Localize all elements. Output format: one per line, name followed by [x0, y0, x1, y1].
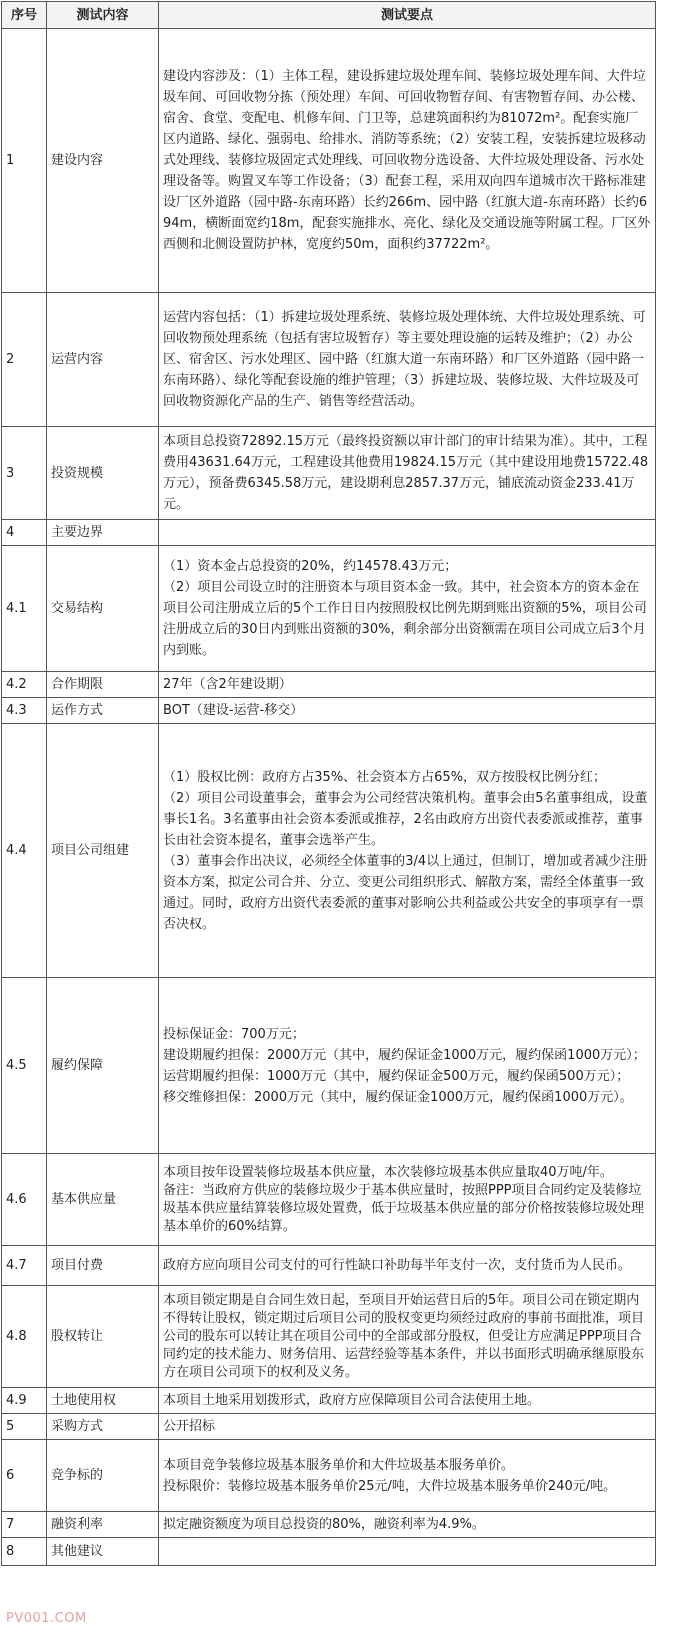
detail-paragraph: 拟定融资额度为项目总投资的80%，融资利率为4.9%。	[163, 1517, 485, 1532]
row-details	[159, 427, 656, 520]
table-row	[2, 520, 656, 546]
row-number: 4.3	[2, 698, 47, 724]
detail-paragraph: （2）项目公司设立时的注册资本与项目资本金一致。其中，社会资本方的资本金在项目公司注册成立后的5个工作日日内按照股权比例先期到账出资额的5%，项目公司注册成立后的30日内到账出资额的30%，剩余部分出资额需在项目公司成立后3个月内到账。	[163, 580, 647, 658]
detail-paragraph: 本项目锁定期是自合同生效日起，至项目开始运营日后的5年。项目公司在锁定期内不得转让股权，锁定期过后项目公司的股权变更均须经过政府的事前书面批准，项目公司的股东可以转让其在项目公司中的全部或部分股权，但受让方应满足PPP项目合同约定的技术能力、财务信用、运营经验等基本条件，并以书面形式明确承继原股东方在项目公司项下的权利及义务。	[163, 1292, 645, 1380]
table-row	[2, 1388, 656, 1414]
detail-paragraph: （3）董事会作出决议，必须经全体董事的3/4以上通过，但制订，增加或者减少注册资本方案，拟定公司合并、分立、变更公司组织形式、解散方案，需经全体董事一致通过。同时，政府方出资代表委派的董事对影响公共利益或公共安全的事项享有一票否决权。	[163, 853, 648, 932]
detail-paragraph: （1）股权比例：政府方占35%、社会资本方占65%，双方按股权比例分红；	[163, 769, 607, 785]
row-details	[159, 978, 656, 1154]
row-number: 4.2	[2, 672, 47, 698]
row-label: 项目公司组建	[47, 724, 159, 978]
header-points: 测试要点	[159, 2, 656, 29]
row-details	[159, 672, 656, 698]
row-details	[159, 29, 656, 293]
row-label: 项目付费	[47, 1246, 159, 1286]
detail-paragraph: 本项目竞争装修垃圾基本服务单价和大件垃圾基本服务单价。	[163, 1457, 515, 1473]
row-number: 5	[2, 1414, 47, 1440]
detail-paragraph: （1）资本金占总投资的20%，约14578.43万元；	[163, 559, 458, 574]
ppp-project-table	[1, 1, 656, 1566]
detail-paragraph: 投标限价：装修垃圾基本服务单价25元/吨，大件垃圾基本服务单价240元/吨。	[163, 1478, 617, 1494]
row-details	[159, 1512, 656, 1538]
row-number: 4.5	[2, 978, 47, 1154]
detail-paragraph: BOT（建设-运营-移交）	[163, 703, 304, 718]
table-row	[2, 546, 656, 672]
row-label: 采购方式	[47, 1414, 159, 1440]
row-label: 合作期限	[47, 672, 159, 698]
row-label: 土地使用权	[47, 1388, 159, 1414]
table-row	[2, 1154, 656, 1246]
table-row	[2, 698, 656, 724]
detail-paragraph: 27年（含2年建设期）	[163, 677, 292, 692]
row-label: 投资规模	[47, 427, 159, 520]
table-row	[2, 672, 656, 698]
row-details	[159, 698, 656, 724]
header-content: 测试内容	[47, 2, 159, 29]
detail-paragraph: 投标保证金：700万元；	[163, 1026, 305, 1042]
detail-paragraph: 本项目按年设置装修垃圾基本供应量，本次装修垃圾基本供应量取40万吨/年。	[163, 1164, 613, 1180]
row-details	[159, 1388, 656, 1414]
detail-paragraph: 移交维修担保：2000万元（其中，履约保证金1000万元，履约保函1000万元）。	[163, 1089, 633, 1105]
detail-paragraph: （2）项目公司设董事会，董事会为公司经营决策机构。董事会由5名董事组成，设董事长1名。3名董事由社会资本委派或推荐，2名由政府方出资代表委派或推荐，董事长由社会资本提名，董事会选举产生。	[163, 790, 648, 848]
row-number: 7	[2, 1512, 47, 1538]
row-label: 履约保障	[47, 978, 159, 1154]
row-label: 建设内容	[47, 29, 159, 293]
row-details	[159, 1286, 656, 1388]
table-row	[2, 978, 656, 1154]
row-number: 6	[2, 1440, 47, 1512]
table-row	[2, 724, 656, 978]
row-details	[159, 546, 656, 672]
detail-paragraph: 运营内容包括：（1）拆建垃圾处理系统、装修垃圾处理体统、大件垃圾处理系统、可回收物预处理系统（包括有害垃圾暂存）等主要处理设施的运转及维护；（2）办公区、宿舍区、污水处理区、园中路（红旗大道一东南环路）和厂区外道路（园中路一东南环路）、绿化等配套设施的维护管理；（3）拆建垃圾、装修垃圾、大件垃圾及可回收物资源化产品的生产、销售等经营活动。	[163, 310, 646, 409]
row-details	[159, 1154, 656, 1246]
row-number: 4.4	[2, 724, 47, 978]
detail-paragraph: 本项目土地采用划拨形式，政府方应保障项目公司合法使用土地。	[163, 1393, 541, 1408]
detail-paragraph: 政府方应向项目公司支付的可行性缺口补助每半年支付一次，支付货币为人民币。	[163, 1257, 632, 1273]
row-label: 竞争标的	[47, 1440, 159, 1512]
row-label: 运作方式	[47, 698, 159, 724]
row-number: 4.7	[2, 1246, 47, 1286]
row-number: 4.1	[2, 546, 47, 672]
row-number: 4.6	[2, 1154, 47, 1246]
row-number: 8	[2, 1538, 47, 1566]
row-label: 其他建议	[47, 1538, 159, 1566]
row-label: 股权转让	[47, 1286, 159, 1388]
row-details	[159, 1414, 656, 1440]
row-number: 2	[2, 293, 47, 427]
table-row	[2, 1538, 656, 1566]
row-label: 基本供应量	[47, 1154, 159, 1246]
row-label: 融资利率	[47, 1512, 159, 1538]
row-details	[159, 520, 656, 546]
row-number: 4.8	[2, 1286, 47, 1388]
row-number: 1	[2, 29, 47, 293]
detail-paragraph: 建设期履约担保：2000万元（其中，履约保证金1000万元，履约保函1000万元）；	[163, 1047, 646, 1063]
table-row	[2, 1286, 656, 1388]
row-number: 4	[2, 520, 47, 546]
row-details	[159, 1440, 656, 1512]
table-row	[2, 1512, 656, 1538]
table-row	[2, 29, 656, 293]
row-number: 4.9	[2, 1388, 47, 1414]
table-row	[2, 1246, 656, 1286]
row-number: 3	[2, 427, 47, 520]
table-row	[2, 293, 656, 427]
row-label: 主要边界	[47, 520, 159, 546]
table-row	[2, 427, 656, 520]
row-details	[159, 1246, 656, 1286]
row-details	[159, 293, 656, 427]
table-row	[2, 1414, 656, 1440]
detail-paragraph: 建设内容涉及：（1）主体工程，建设拆建垃圾处理车间、装修垃圾处理车间、大件垃圾车间、可回收物分拣（预处理）车间、可回收物暂存间、有害物暂存间、办公楼、宿舍、食堂、变配电、机修车间、门卫等，总建筑面积约为81072m²。配套实施厂区内道路、绿化、强弱电、给排水、消防等系统；（2）安装工程，安装拆建垃圾移动式处理线、装修垃圾固定式处理线、可回收物分选设备、大件垃圾处理设备、污水处理设备等。购置叉车等工作设备；（3）配套工程，采用双向四车道城市次干路标准建设厂区外道路（园中路-东南环路）长约266m、园中路（红旗大道-东南环路）长约694m，横断面宽约18m，配套实施排水、亮化、绿化及交通设施等附属工程。厂区外西侧和北侧设置防护林，宽度约50m，面积约37722m²。	[163, 69, 651, 252]
detail-paragraph: 备注：当政府方供应的装修垃圾少于基本供应量时，按照PPP项目合同约定及装修垃圾基本供应量结算装修垃圾处置费，低于垃圾基本供应量的部分价格按装修垃圾处理基本单价的60%结算。	[163, 1182, 645, 1234]
detail-paragraph: 运营期履约担保：1000万元（其中，履约保证金500万元，履约保函500万元）；	[163, 1068, 630, 1084]
table-header-row	[2, 2, 656, 29]
row-label: 交易结构	[47, 546, 159, 672]
row-details	[159, 724, 656, 978]
row-label: 运营内容	[47, 293, 159, 427]
table-row	[2, 1440, 656, 1512]
detail-paragraph: 本项目总投资72892.15万元（最终投资额以审计部门的审计结果为准）。其中，工程费用43631.64万元，工程建设其他费用19824.15万元（其中建设用地费15722.48万元），预备费6345.58万元，建设期利息2857.37万元，铺底流动资金233.41万元。	[163, 434, 649, 512]
header-index: 序号	[2, 2, 47, 29]
row-details	[159, 1538, 656, 1566]
site-watermark: PV001.COM	[6, 1611, 87, 1626]
detail-paragraph: 公开招标	[163, 1419, 216, 1434]
